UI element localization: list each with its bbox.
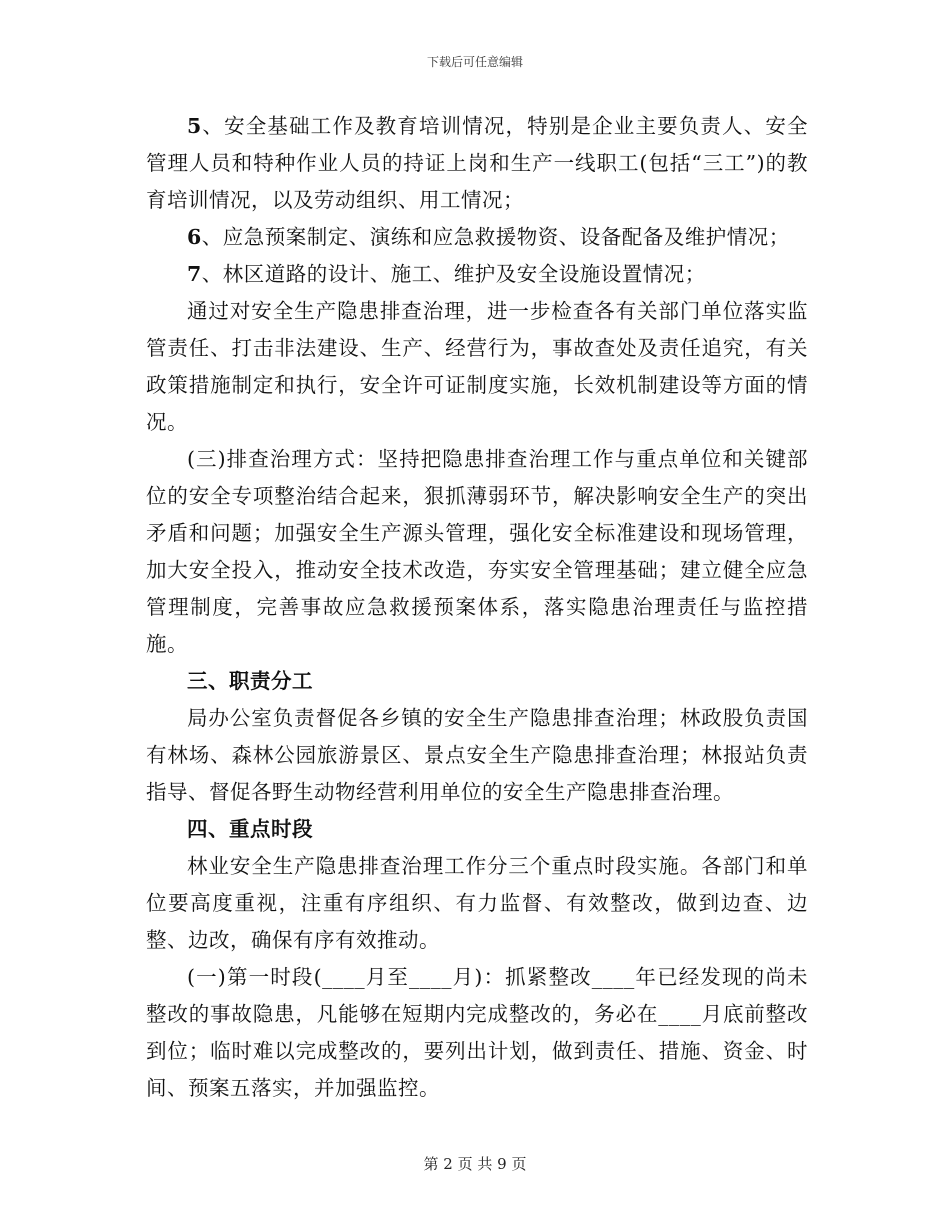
header-note: 下载后可任意编辑 xyxy=(426,55,523,69)
item-text: 、林区道路的设计、施工、维护及安全设施设置情况； xyxy=(201,262,706,286)
paragraph-summary: 通过对安全生产隐患排查治理，进一步检查各有关部门单位落实监管责任、打击非法建设、生产、经营行为，事故查处及责任追究，有关政策措施制定和执行，安全许可证制度实施，长效机制建设等方面的情况。 xyxy=(146,299,808,434)
item-text: 、应急预案制定、演练和应急救援物资、设备配备及维护情况； xyxy=(201,225,790,249)
section-3-body: 局办公室负责督促各乡镇的安全生产隐患排查治理；林政股负责国有林场、森林公园旅游景区、景点安全生产隐患排查治理；林报站负责指导、督促各野生动物经营利用单位的安全生产隐患排查治理。 xyxy=(146,706,808,804)
item-number: 5 xyxy=(187,114,202,138)
paragraph-item-7 xyxy=(146,256,808,293)
section-3-heading: 三、职责分工 xyxy=(187,669,313,693)
section-4-phase-1: (一)第一时段(____月至____月)：抓紧整改____年已经发现的尚未整改的事故隐患，凡能够在短期内完成整改的，务必在____月底前整改到位；临时难以完成整改的，要列出计划，做到责任、措施、资金、时间、预案五落实，并加强监控。 xyxy=(146,965,808,1100)
paragraph-item-5 xyxy=(146,108,808,219)
item-number: 6 xyxy=(187,225,202,249)
page-number: 第 2 页 共 9 页 xyxy=(423,1155,527,1173)
section-4-body: 林业安全生产隐患排查治理工作分三个重点时段实施。各部门和单位要高度重视，注重有序组织、有力监督、有效整改，做到边查、边整、边改，确保有序有效推动。 xyxy=(146,854,808,952)
document-body xyxy=(146,108,808,1107)
section-4-heading: 四、重点时段 xyxy=(187,817,313,841)
item-text: 、安全基础工作及教育培训情况，特别是企业主要负责人、安全管理人员和特种作业人员的持证上岗和生产一线职工(包括“三工”)的教育培训情况，以及劳动组织、用工情况； xyxy=(146,114,808,212)
item-number: 7 xyxy=(187,262,202,286)
paragraph-item-6 xyxy=(146,219,808,256)
paragraph-method: (三)排查治理方式：坚持把隐患排查治理工作与重点单位和关键部位的安全专项整治结合起来，狠抓薄弱环节，解决影响安全生产的突出矛盾和问题；加强安全生产源头管理，强化安全标准建设和现场管理，加大安全投入，推动安全技术改造，夯实安全管理基础；建立健全应急管理制度，完善事故应急救援预案体系，落实隐患治理责任与监控措施。 xyxy=(146,447,808,656)
